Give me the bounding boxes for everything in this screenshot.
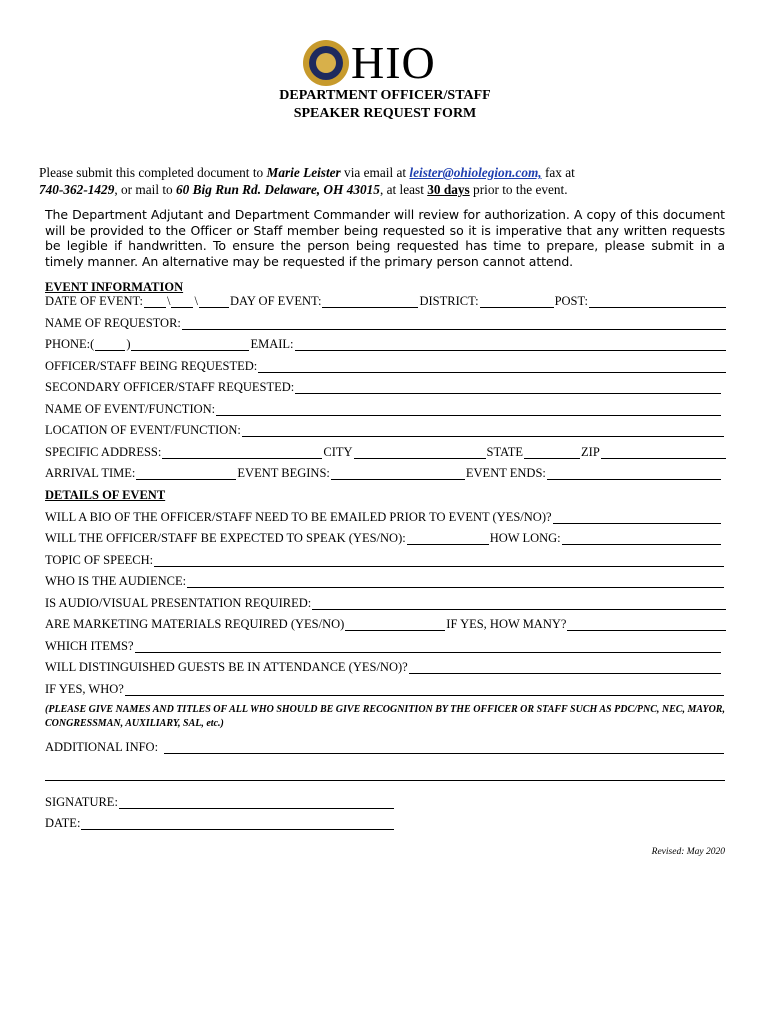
- officer-requested-field[interactable]: [258, 361, 726, 373]
- intro-text-1: Please submit this completed document to: [39, 165, 267, 180]
- event-name-field[interactable]: [216, 404, 721, 416]
- row-guests: [45, 660, 722, 674]
- intro-text-2: via email at: [340, 165, 410, 180]
- event-information-heading: EVENT INFORMATION: [45, 280, 184, 294]
- row-speak: [45, 531, 722, 545]
- row-audience: [45, 574, 725, 588]
- secondary-officer-label: SECONDARY OFFICER/STAFF REQUESTED:: [45, 380, 295, 394]
- district-field[interactable]: [480, 296, 554, 308]
- row-requestor: [45, 316, 727, 330]
- recognition-note: (PLEASE GIVE NAMES AND TITLES OF ALL WHO SHOULD BE GIVE RECOGNITION BY THE OFFICER OR STAFF SUCH AS PDC/PNC, NEC, MAYOR, CONGRESSMAN, AUXILIARY, SAL, etc.): [45, 704, 725, 729]
- date-of-event-label: DATE OF EVENT:: [45, 294, 143, 308]
- topic-field[interactable]: [154, 555, 724, 567]
- if-yes-who-field[interactable]: [125, 684, 724, 696]
- zip-label: ZIP: [581, 445, 600, 459]
- day-of-event-field[interactable]: [322, 296, 418, 308]
- av-answer-field[interactable]: [312, 598, 726, 610]
- row-event-name: [45, 402, 722, 416]
- guests-question-label: WILL DISTINGUISHED GUESTS BE IN ATTENDANCE (YES/NO)?: [45, 660, 408, 674]
- date-field[interactable]: [81, 818, 394, 830]
- row-secondary-officer: [45, 380, 722, 394]
- intro-text-5: , at least: [379, 182, 428, 197]
- mail-address: 60 Big Run Rd. Delaware, OH 43015: [176, 182, 380, 197]
- intro-text-3: fax at: [541, 165, 575, 180]
- logo-wordmark: HIO: [351, 37, 436, 88]
- row-signature: [45, 795, 395, 809]
- if-yes-who-label: IF YES, WHO?: [45, 682, 124, 696]
- row-date-day-district-post: DATE OF EVENT: \ \ DAY OF EVENT: DISTRICT: POST:: [45, 294, 727, 308]
- event-ends-label: EVENT ENDS:: [465, 466, 546, 480]
- guests-answer-field[interactable]: [409, 662, 721, 674]
- details-heading: DETAILS OF EVENT: [45, 488, 166, 502]
- deadline-days: 30 days: [427, 182, 470, 197]
- secondary-officer-field[interactable]: [295, 382, 721, 394]
- form-title-line1: DEPARTMENT OFFICER/STAFF: [279, 88, 491, 103]
- event-name-label: NAME OF EVENT/FUNCTION:: [45, 402, 216, 416]
- row-bio: [45, 510, 722, 524]
- speak-question-label: WILL THE OFFICER/STAFF BE EXPECTED TO SPEAK (YES/NO):: [45, 531, 406, 545]
- row-date: [45, 816, 395, 830]
- marketing-question-label: ARE MARKETING MATERIALS REQUIRED (YES/NO): [45, 617, 345, 631]
- phone-area-code-field[interactable]: [95, 339, 125, 351]
- intro-instructions: [39, 164, 739, 198]
- phone-label: PHONE:(: [45, 337, 95, 351]
- event-begins-label: EVENT BEGINS:: [237, 466, 330, 480]
- how-long-field[interactable]: [562, 533, 721, 545]
- zip-field[interactable]: [601, 447, 726, 459]
- name-of-requestor-label: NAME OF REQUESTOR:: [45, 316, 181, 330]
- how-many-label: IF YES, HOW MANY?: [446, 617, 567, 631]
- officer-requested-label: OFFICER/STAFF BEING REQUESTED:: [45, 359, 258, 373]
- city-label: CITY: [323, 445, 353, 459]
- row-topic: [45, 553, 725, 567]
- additional-info-line-2[interactable]: [45, 780, 725, 781]
- intro-text-4: , or mail to: [114, 182, 177, 197]
- phone-paren: ): [126, 337, 131, 351]
- state-field[interactable]: [524, 447, 580, 459]
- fax-number: 740-362-1429: [39, 182, 115, 197]
- email-field[interactable]: [295, 339, 726, 351]
- specific-address-field[interactable]: [162, 447, 322, 459]
- event-ends-field[interactable]: [547, 468, 721, 480]
- state-label: STATE: [486, 445, 524, 459]
- how-many-field[interactable]: [567, 619, 726, 631]
- row-marketing: [45, 617, 727, 631]
- marketing-answer-field[interactable]: [345, 619, 445, 631]
- date-label: DATE:: [45, 816, 81, 830]
- row-phone-email: [45, 337, 727, 351]
- arrival-time-label: ARRIVAL TIME:: [45, 466, 136, 480]
- day-of-event-label: DAY OF EVENT:: [229, 294, 322, 308]
- how-long-label: HOW LONG:: [489, 531, 561, 545]
- audience-label: WHO IS THE AUDIENCE:: [45, 574, 187, 588]
- city-field[interactable]: [354, 447, 486, 459]
- email-label: EMAIL:: [250, 337, 294, 351]
- bio-answer-field[interactable]: [553, 512, 721, 524]
- signature-label: SIGNATURE:: [45, 795, 118, 809]
- email-link[interactable]: leister@ohiolegion.com,: [409, 165, 542, 180]
- legion-seal-icon: [303, 40, 349, 86]
- name-of-requestor-field[interactable]: [182, 318, 726, 330]
- form-title-line2: SPEAKER REQUEST FORM: [293, 106, 477, 121]
- arrival-time-field[interactable]: [136, 468, 236, 480]
- review-paragraph: The Department Adjutant and Department Commander will review for authorization. A copy of this document will be provided to the Officer or Staff member being requested so it is imperative that any written requests be legible if handwritten. To ensure the person being requested has time to prepare, please submit in a timely manner. An alternative may be requested if the primary person cannot attend.: [45, 207, 725, 269]
- row-which-items: [45, 639, 722, 653]
- date-day-field[interactable]: [171, 296, 193, 308]
- row-times: [45, 466, 722, 480]
- event-begins-field[interactable]: [331, 468, 465, 480]
- intro-text-6: prior to the event.: [469, 182, 568, 197]
- post-field[interactable]: [589, 296, 726, 308]
- row-additional-info: [45, 740, 725, 754]
- audience-field[interactable]: [187, 576, 724, 588]
- row-av: [45, 596, 727, 610]
- district-label: DISTRICT:: [419, 294, 479, 308]
- av-question-label: IS AUDIO/VISUAL PRESENTATION REQUIRED:: [45, 596, 312, 610]
- which-items-label: WHICH ITEMS?: [45, 639, 134, 653]
- speak-answer-field[interactable]: [407, 533, 489, 545]
- row-if-yes-who: [45, 682, 725, 696]
- row-address: [45, 445, 727, 459]
- event-location-label: LOCATION OF EVENT/FUNCTION:: [45, 423, 241, 437]
- which-items-field[interactable]: [135, 641, 721, 653]
- additional-info-field[interactable]: [164, 742, 724, 754]
- topic-label: TOPIC OF SPEECH:: [45, 553, 154, 567]
- phone-number-field[interactable]: [131, 339, 249, 351]
- bio-question-label: WILL A BIO OF THE OFFICER/STAFF NEED TO BE EMAILED PRIOR TO EVENT (YES/NO)?: [45, 510, 552, 524]
- signature-field[interactable]: [119, 797, 394, 809]
- contact-name: Marie Leister: [266, 165, 341, 180]
- event-location-field[interactable]: [242, 425, 724, 437]
- post-label: POST:: [554, 294, 588, 308]
- date-year-field[interactable]: [199, 296, 229, 308]
- row-officer-requested: [45, 359, 727, 373]
- specific-address-label: SPECIFIC ADDRESS:: [45, 445, 162, 459]
- additional-info-label: ADDITIONAL INFO:: [45, 740, 159, 754]
- date-month-field[interactable]: [144, 296, 166, 308]
- ohio-legion-logo: [303, 38, 473, 88]
- revised-date: Revised: May 2020: [651, 847, 725, 857]
- row-event-location: [45, 423, 725, 437]
